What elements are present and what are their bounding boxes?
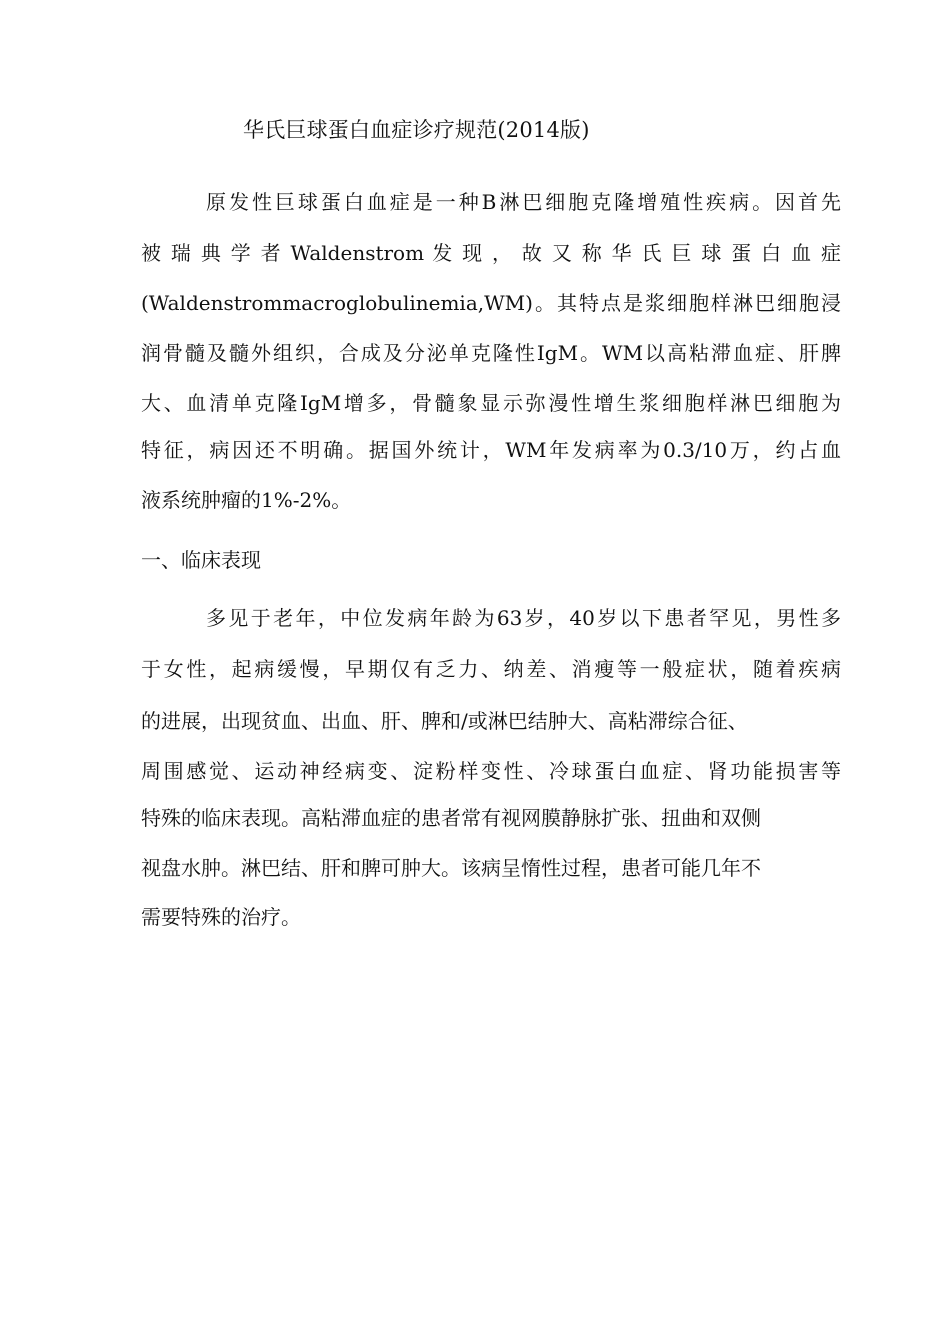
clinical-line-7: 需要特殊的治疗。	[141, 905, 301, 929]
intro-line-1: 原发性巨球蛋白血症是一种B淋巴细胞克隆增殖性疾病。因首先	[206, 190, 841, 214]
intro-line-4: 润骨髓及髓外组织，合成及分泌单克隆性IgM。WM以高粘滞血症、肝脾	[141, 341, 841, 365]
clinical-line-5: 特殊的临床表现。高粘滞血症的患者常有视网膜静脉扩张、扭曲和双侧	[141, 806, 761, 830]
intro-line-5: 大、血清单克隆IgM增多，骨髓象显示弥漫性增生浆细胞样淋巴细胞为	[141, 391, 841, 415]
intro-line-3: (Waldenstrommacroglobulinemia,WM)。其特点是浆细胞样淋巴细胞浸	[141, 291, 841, 315]
document-title: 华氏巨球蛋白血症诊疗规范(2014版)	[243, 118, 590, 142]
intro-line-2: 被 瑞 典 学 者 Waldenstrom 发 现 ， 故 又 称 华 氏 巨 球 蛋 白 血 症	[141, 241, 841, 265]
section-heading-clinical: 一、临床表现	[141, 548, 261, 572]
clinical-line-6: 视盘水肿。淋巴结、肝和脾可肿大。该病呈惰性过程，患者可能几年不	[141, 856, 761, 880]
clinical-line-4: 周围感觉、运动神经病变、淀粉样变性、冷球蛋白血症、肾功能损害等	[141, 759, 841, 783]
intro-line-6: 特征，病因还不明确。据国外统计，WM年发病率为0.3/10万，约占血	[141, 438, 841, 462]
intro-line-7: 液系统肿瘤的1%-2%。	[141, 488, 352, 512]
clinical-line-3: 的进展，出现贫血、出血、肝、脾和/或淋巴结肿大、高粘滞综合征、	[141, 709, 748, 733]
clinical-line-1: 多见于老年，中位发病年龄为63岁，40岁以下患者罕见，男性多	[206, 606, 841, 630]
clinical-line-2: 于女性，起病缓慢，早期仅有乏力、纳差、消瘦等一般症状，随着疾病	[141, 657, 841, 681]
